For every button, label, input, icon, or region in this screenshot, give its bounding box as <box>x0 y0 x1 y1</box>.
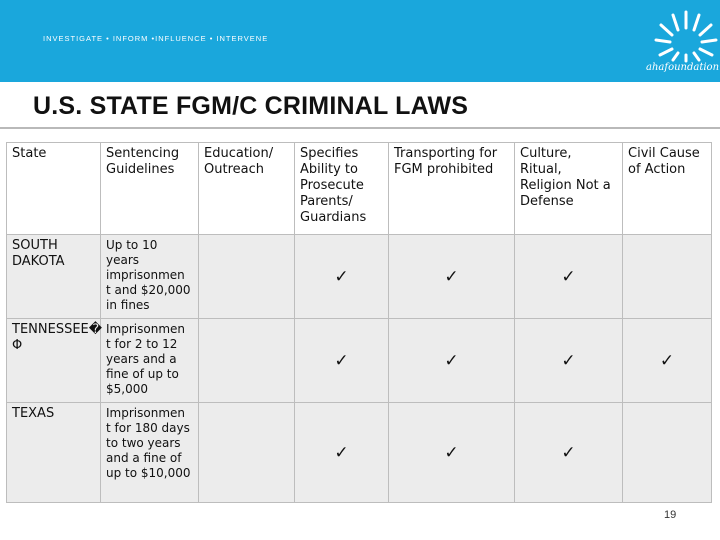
prosecute-check-icon: ✓ <box>295 403 389 503</box>
table-header-row <box>7 143 712 235</box>
sentencing-cell: Imprisonmen t for 180 days to two years and a fine of up to $10,000 <box>101 403 199 503</box>
prosecute-check-icon: ✓ <box>295 235 389 319</box>
table-row <box>7 319 712 403</box>
prosecute-check-icon: ✓ <box>295 319 389 403</box>
education-cell <box>199 403 295 503</box>
sentencing-cell: Imprisonmen t for 2 to 12 years and a fine of up to $5,000 <box>101 319 199 403</box>
page-number: 19 <box>664 509 677 521</box>
header-cell: Transporting for FGM prohibited <box>389 143 515 235</box>
education-cell <box>199 235 295 319</box>
state-cell: SOUTH DAKOTA <box>7 235 101 319</box>
table-row <box>7 403 712 503</box>
table-row <box>7 235 712 319</box>
tagline: INVESTIGATE • INFORM •INFLUENCE • INTERVENE <box>43 34 269 43</box>
slide-title: U.S. STATE FGM/C CRIMINAL LAWS <box>33 92 469 120</box>
civil-check-icon <box>623 403 712 503</box>
header-cell: State <box>7 143 101 235</box>
civil-check-icon: ✓ <box>623 319 712 403</box>
header-banner <box>0 0 720 82</box>
header-cell: Culture, Ritual, Religion Not a Defense <box>515 143 623 235</box>
culture-check-icon: ✓ <box>515 319 623 403</box>
civil-check-icon <box>623 235 712 319</box>
title-divider <box>0 127 720 129</box>
sentencing-cell: Up to 10 years imprisonmen t and $20,000 in fines <box>101 235 199 319</box>
header-cell: Civil Cause of Action <box>623 143 712 235</box>
header-cell: Sentencing Guidelines <box>101 143 199 235</box>
header-cell: Education/ Outreach <box>199 143 295 235</box>
logo-text: ahafoundation <box>646 62 720 73</box>
transporting-check-icon: ✓ <box>389 403 515 503</box>
culture-check-icon: ✓ <box>515 235 623 319</box>
transporting-check-icon: ✓ <box>389 235 515 319</box>
state-cell: TEXAS <box>7 403 101 503</box>
transporting-check-icon: ✓ <box>389 319 515 403</box>
laws-table <box>6 142 712 503</box>
culture-check-icon: ✓ <box>515 403 623 503</box>
header-cell: Specifies Ability to Prosecute Parents/ Guardians <box>295 143 389 235</box>
state-cell: TENNESSEE� Φ <box>7 319 101 403</box>
education-cell <box>199 319 295 403</box>
